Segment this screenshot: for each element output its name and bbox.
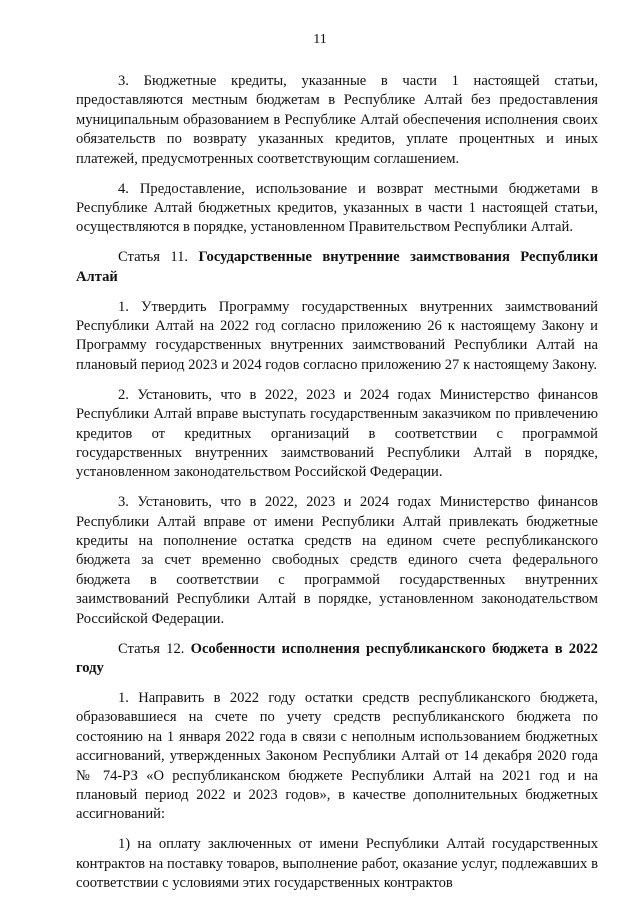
article-12-label: Статья 12. [118,640,185,657]
document-body [76,72,598,893]
article-11-heading [76,248,598,287]
paragraph-article12-item1: 1) на оплату заключенных от имени Республики Алтай государственных контрактов на поставку товаров, выполнение работ, оказание услуг, подлежавших в соответствии с условиями этих государственных контрактов [76,836,598,892]
paragraph-article10-part3: 3. Бюджетные кредиты, указанные в части 1 настоящей статьи, предоставляются местным бюджетам в Республике Алтай без предоставления муниципальным образованием в Республике Алтай обеспечения исполнения своих обязательств по возврату указанных кредитов, уплате процентных и иных платежей, предусмотренных соответствующим соглашением. [76,73,598,167]
article-12-heading [76,640,598,679]
paragraph-article11-part3: 3. Установить, что в 2022, 2023 и 2024 годах Министерство финансов Республики Алтай вправе от имени Республики Алтай привлекать бюджетные кредиты на пополнение остатка средств на едином счете республиканского бюджета за счет временно свободных средств единого счета федерального бюджета в соответствии с программой государственных внутренних заимствований Республики Алтай в порядке, установленном законодательством Российской Федерации. [76,494,598,627]
paragraph-article12-part1: 1. Направить в 2022 году остатки средств республиканского бюджета, образовавшиеся на счете по учету средств республиканского бюджета по состоянию на 1 января 2022 года в связи с неполным использованием бюджетных ассигнований, утвержденных Законом Республики Алтай от 14 декабря 2020 года № 74-РЗ «О республиканском бюджете Республики Алтай на 2021 год и на плановый период 2022 и 2023 годов», в качестве дополнительных бюджетных ассигнований: [76,689,598,823]
paragraph-article11-part1: 1. Утвердить Программу государственных внутренних заимствований Республики Алтай на 2022 год согласно приложению 26 к настоящему Закону и Программу государственных внутренних заимствований Республики Алтай на плановый период 2023 и 2024 годов согласно приложению 27 к настоящему Закону. [76,298,598,373]
paragraph-article10-part4: 4. Предоставление, использование и возврат местными бюджетами в Республике Алтай бюджетных кредитов, указанных в части 1 настоящей статьи, осуществляются в порядке, установленном Правительством Республики Алтай. [76,180,598,236]
article-11-title: Государственные внутренние заимствования Республики Алтай [76,249,598,285]
article-12-title: Особенности исполнения республиканского бюджета в 2022 году [76,640,598,676]
paragraph-article11-part2: 2. Установить, что в 2022, 2023 и 2024 годах Министерство финансов Республики Алтай вправе выступать государственным заказчиком по привлечению кредитов от кредитных организаций в соответствии с программой государственных внутренних заимствований Республики Алтай в порядке, установленном законодательством Российской Федерации. [76,386,598,481]
article-11-label: Статья 11. [118,249,189,266]
page-number: 11 [313,32,327,47]
